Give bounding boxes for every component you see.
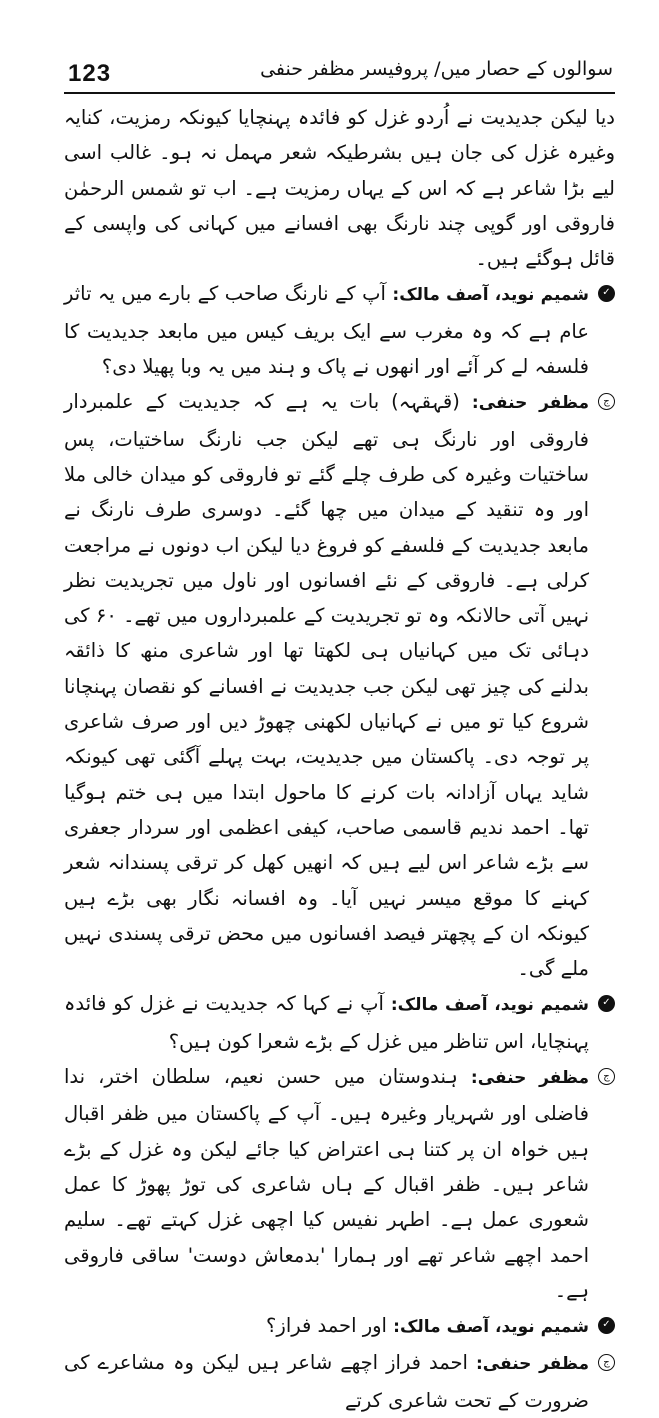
answer-text: ہندوستان میں حسن نعیم، سلطان اختر، ندا فاضلی اور شہریار وغیرہ ہیں۔ آپ کے پاکستان میں ظفر اقبال ہیں خواہ ان پر کتنا ہی اعتراض کیا جائے لیکن وہ غزل کے بڑے شاعر ہیں۔ ظفر اقبال کے ہاں شاعری کی توڑ پھوڑ کا عمل شعوری عمل ہے۔ اطہر نفیس کیا اچھی غزل کہتے تھے۔ سلیم احمد اچھے شاعر تھے اور ہمارا 'بدمعاش دوست' ساقی فاروقی ہے۔ (64, 1065, 589, 1302)
answer-text: (قہقہہ) بات یہ ہے کہ جدیدیت کے علمبردار فاروقی اور نارنگ ہی تھے لیکن جب نارنگ ساختیات، پس ساختیات وغیرہ کی طرف چلے گئے تو فاروقی کو میدان خالی ملا اور وہ تنقید کے میدان میں چھا گئے۔ دوسری طرف نارنگ نے مابعد جدیدیت کے فلسفے کو فروغ دیا لیکن اب دونوں نے مراجعت کرلی ہے۔ فاروقی کے نئے افسانوں اور ناول میں تجریدیت نظر نہیں آتی حالانکہ وہ تو تجریدیت کے علمبرداروں میں تھے۔ ۶۰ کی دہائی تک میں کہانیاں ہی لکھتا تھا اور شاعری منھ کا ذائقہ بدلنے کی چیز تھی لیکن جب جدیدیت نے افسانے کو نقصان پہنچانا شروع کیا تو میں نے کہانیاں لکھنی چھوڑ دیں اور صرف شاعری پر توجہ دی۔ پاکستان میں جدیدیت، بہت پہلے آگئی تھی کیونکہ شاید یہاں آزادانہ بات کرنے کا ماحول ابتدا میں ہی ختم ہوگیا تھا۔ احمد ندیم قاسمی صاحب، کیفی اعظمی اور سردار جعفری سے بڑے شاعر اس لیے ہیں کہ انھیں کھل کر ترقی پسندانہ شعر کہنے کا موقع میسر نہیں آیا۔ وہ افسانہ نگار بھی بڑے ہیں کیونکہ ان کے پچھتر فیصد افسانوں میں محض ترقی پسندی نہیں ملے گی۔ (64, 390, 589, 981)
paragraph-text: دیا لیکن جدیدیت نے اُردو غزل کو فائدہ پہنچایا کیونکہ رمزیت، کنایہ وغیرہ غزل کی جان ہیں بشرطیکہ شعر مہمل نہ ہو۔ غالب اسی لیے بڑا شاعر ہے کہ اس کے یہاں رمزیت ہے۔ اب تو شمس الرحمٰن فاروقی اور گوپی چند نارنگ بھی افسانے میں کہانی کی واپسی کے قائل ہوگئے ہیں۔ (64, 106, 615, 271)
intro-paragraph (64, 100, 615, 276)
question-text: آپ کے نارنگ صاحب کے بارے میں یہ تاثر عام ہے کہ وہ مغرب سے ایک بریف کیس میں مابعد جدیدیت کا فلسفہ لے کر آئے اور انھوں نے پاک و ہند میں یہ وبا پھیلا دی؟ (64, 282, 589, 379)
speaker-name: مظفر حنفی: (471, 393, 589, 414)
answer-marker-icon: ج (598, 393, 615, 410)
answer-marker-icon: ج (598, 1068, 615, 1085)
speaker-name: شمیم نوید، آصف مالک: (393, 1317, 589, 1338)
question-marker-icon (598, 285, 615, 302)
interview-answer (64, 1345, 615, 1418)
answer-text: احمد فراز اچھے شاعر ہیں لیکن وہ مشاعرے کی ضرورت کے تحت شاعری کرتے (64, 1351, 589, 1412)
page-header (64, 52, 615, 94)
question-marker-icon (598, 995, 615, 1012)
speaker-name: شمیم نوید، آصف مالک: (390, 995, 590, 1016)
interview-answer (64, 384, 615, 986)
interview-question (64, 276, 615, 384)
page-number: 123 (68, 60, 112, 87)
question-text: آپ نے کہا کہ جدیدیت نے غزل کو فائدہ پہنچایا، اس تناظر میں غزل کے بڑے شعرا کون ہیں؟ (64, 992, 589, 1053)
speaker-name: شمیم نوید، آصف مالک: (392, 285, 589, 306)
page-body (64, 100, 615, 1418)
question-text: اور احمد فراز؟ (266, 1314, 387, 1338)
interview-answer (64, 1059, 615, 1308)
interview-question (64, 1308, 615, 1345)
running-head: سوالوں کے حصار میں/ پروفیسر مظفر حنفی (260, 58, 613, 80)
speaker-name: مظفر حنفی: (475, 1354, 589, 1375)
question-marker-icon (598, 1317, 615, 1334)
speaker-name: مظفر حنفی: (470, 1068, 589, 1089)
answer-marker-icon: ج (598, 1354, 615, 1371)
interview-question (64, 986, 615, 1059)
